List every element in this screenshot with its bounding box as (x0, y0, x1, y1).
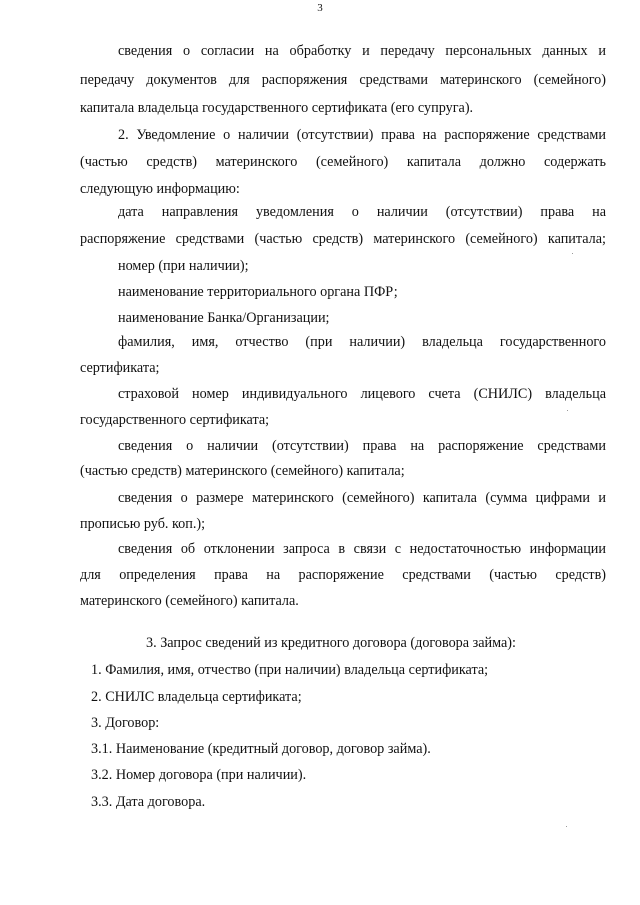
text-line: следующую информацию: (80, 181, 240, 197)
text-line: для определения права на распоряжение средствами (частью средств) (80, 567, 606, 583)
text-line: дата направления уведомления о наличии (отсутствии) права на (118, 204, 606, 220)
text-line: передачу документов для распоряжения средствами материнского (семейного) (80, 72, 606, 88)
scan-speck (566, 826, 567, 827)
text-line: 3.2. Номер договора (при наличии). (91, 767, 307, 783)
text-line: капитала владельца государственного сертификата (его супруга). (80, 100, 474, 116)
text-line: прописью руб. коп.); (80, 516, 206, 532)
text-line: 3.1. Наименование (кредитный договор, договор займа). (91, 741, 431, 757)
text-line: сведения о наличии (отсутствии) права на распоряжение средствами (118, 438, 606, 454)
text-line: фамилия, имя, отчество (при наличии) владельца государственного (118, 334, 606, 350)
text-line: материнского (семейного) капитала. (80, 593, 299, 609)
text-line: номер (при наличии); (118, 258, 249, 274)
section-heading: 3. Запрос сведений из кредитного договора (договора займа): (146, 635, 516, 651)
text-line: сертификата; (80, 360, 160, 376)
text-line: наименование Банка/Организации; (118, 310, 330, 326)
scan-speck (572, 253, 573, 254)
text-line: 2. СНИЛС владельца сертификата; (91, 689, 302, 705)
text-line: сведения о согласии на обработку и передачу персональных данных и (118, 43, 606, 59)
text-line: сведения о размере материнского (семейного) капитала (сумма цифрами и (118, 490, 606, 506)
text-line: наименование территориального органа ПФР; (118, 284, 398, 300)
text-line: 2. Уведомление о наличии (отсутствии) права на распоряжение средствами (118, 127, 606, 143)
text-line: государственного сертификата; (80, 412, 270, 428)
page-number: 3 (317, 2, 323, 14)
text-line: 3. Договор: (91, 715, 160, 731)
text-line: 3.3. Дата договора. (91, 794, 206, 810)
scan-speck (567, 410, 568, 411)
text-line: страховой номер индивидуального лицевого счета (СНИЛС) владельца (118, 386, 606, 402)
text-line: сведения об отклонении запроса в связи с недостаточностью информации (118, 541, 606, 557)
text-line: (частью средств) материнского (семейного) капитала должно содержать (80, 154, 606, 170)
text-line: распоряжение средствами (частью средств) материнского (семейного) капитала; (80, 231, 606, 247)
text-line: (частью средств) материнского (семейного) капитала; (80, 463, 405, 479)
text-line: 1. Фамилия, имя, отчество (при наличии) владельца сертификата; (91, 662, 489, 678)
